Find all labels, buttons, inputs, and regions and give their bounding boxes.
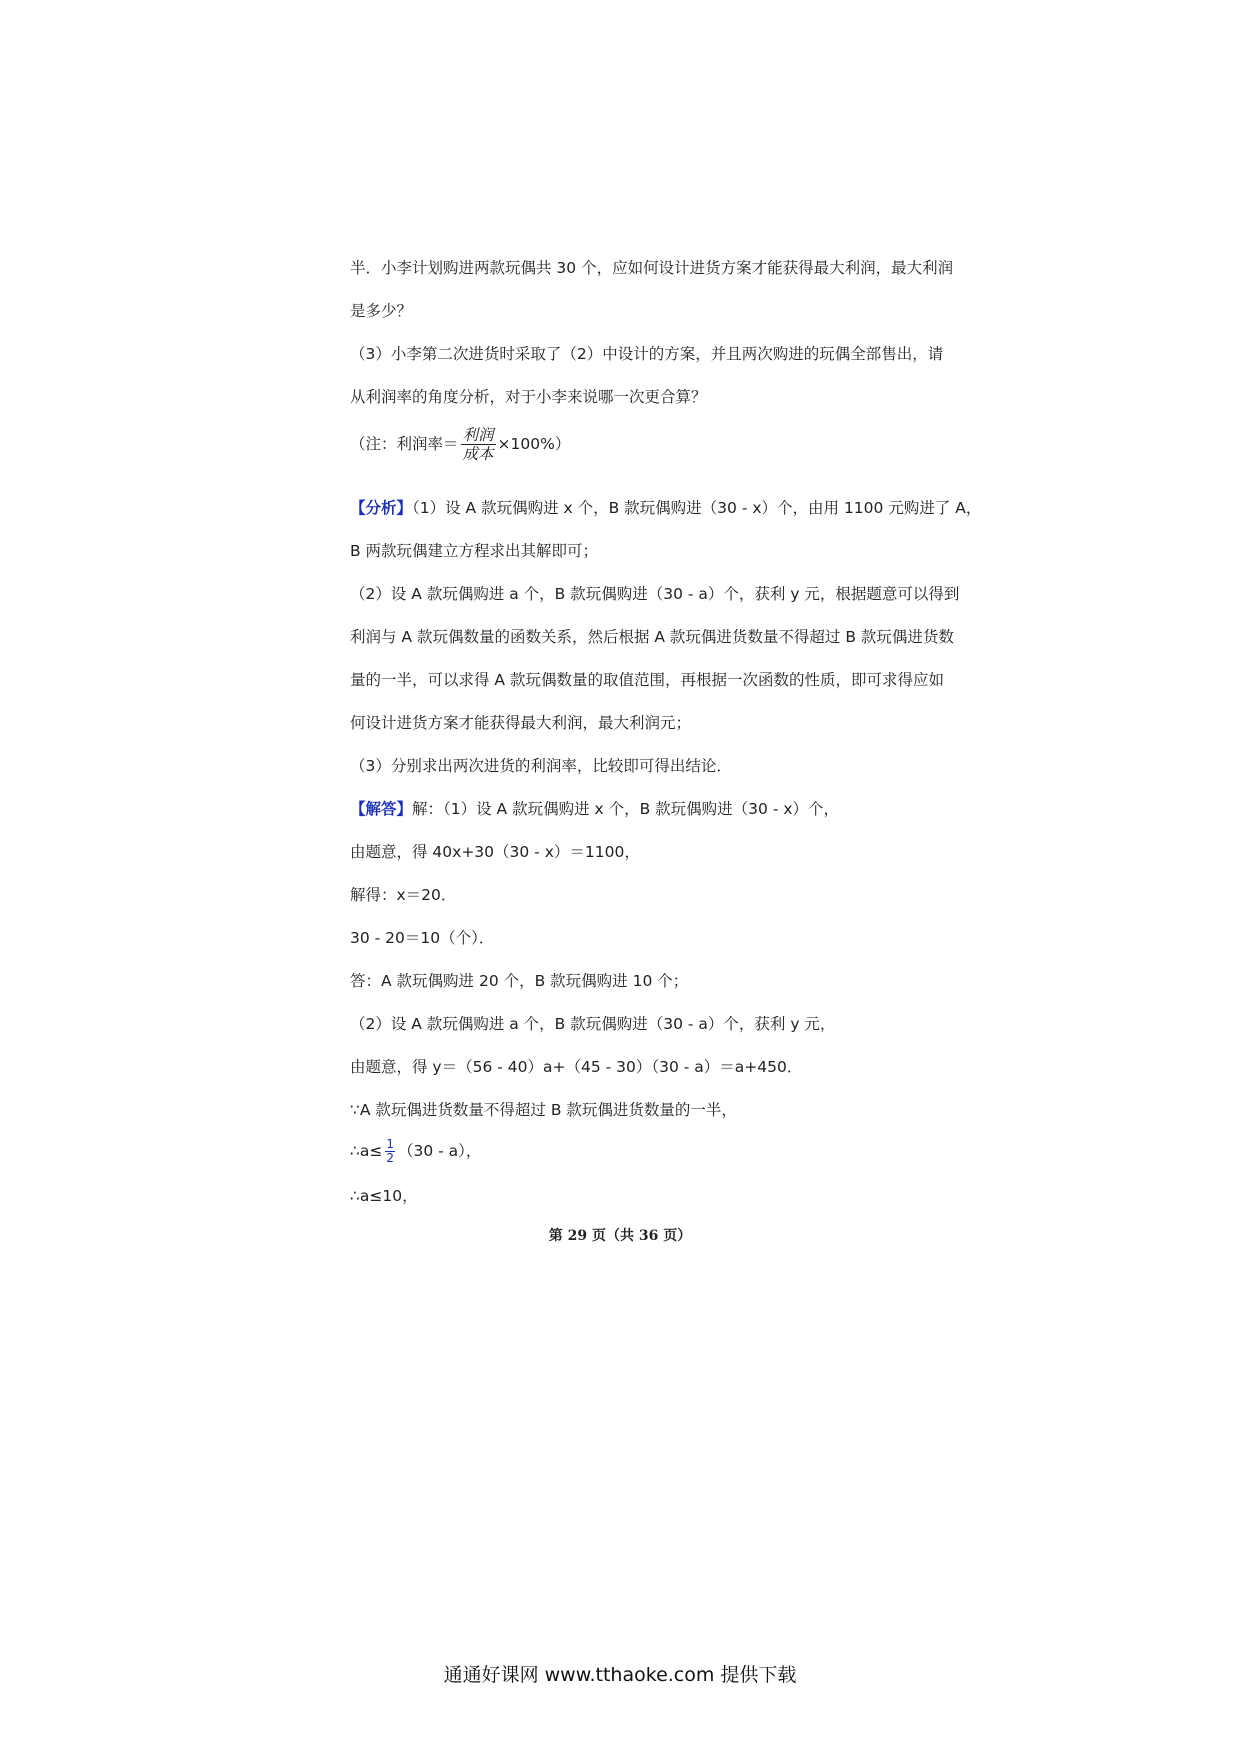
text-line: B 两款玩偶建立方程求出其解即可； xyxy=(350,542,599,560)
text-line: 半．小李计划购进两款玩偶共 30 个，应如何设计进货方案才能获得最大利润，最大利润 xyxy=(350,259,954,277)
answer-tag: 【解答】 xyxy=(350,800,413,818)
text-line: 30 - 20＝10（个）． xyxy=(350,929,495,947)
text-line: （3）分别求出两次进货的利润率，比较即可得出结论． xyxy=(350,757,732,775)
inequality-line xyxy=(350,1138,481,1165)
page-number: 第 29 页（共 36 页） xyxy=(548,1228,692,1244)
text-line: （2）设 A 款玩偶购进 a 个，B 款玩偶购进（30 - a）个，获利 y 元，根据题意可以得到 xyxy=(350,585,960,603)
inequality-prefix: ∴a≤ xyxy=(350,1142,383,1160)
footer-watermark: 通通好课网 www.tthaoke.com 提供下载 xyxy=(443,1664,797,1686)
half-fraction xyxy=(385,1138,395,1165)
fraction-numerator: 利润 xyxy=(462,426,494,444)
text-line: 利润与 A 款玩偶数量的函数关系，然后根据 A 款玩偶进货数量不得超过 B 款玩偶进货数 xyxy=(350,628,954,646)
fraction xyxy=(461,426,496,463)
note-suffix: ×100%） xyxy=(497,435,571,453)
note-prefix: （注：利润率＝ xyxy=(350,435,459,453)
fraction-denominator: 成本 xyxy=(462,445,494,463)
text-line: ∴a≤10， xyxy=(350,1187,418,1205)
text-line: ∵A 款玩偶进货数量不得超过 B 款玩偶进货数量的一半， xyxy=(350,1101,737,1119)
text-line: 由题意，得 y＝（56 - 40）a+（45 - 30）（30 - a）＝a+450． xyxy=(350,1058,803,1076)
fraction-numerator: 1 xyxy=(386,1137,394,1151)
text-line: 量的一半，可以求得 A 款玩偶数量的取值范围，再根据一次函数的性质，即可求得应如 xyxy=(350,671,944,689)
analysis-line xyxy=(350,498,981,518)
answer-text: 解：（1）设 A 款玩偶购进 x 个，B 款玩偶购进（30 - x）个， xyxy=(412,800,840,818)
fraction-denominator: 2 xyxy=(386,1151,394,1165)
analysis-tag: 【分析】 xyxy=(350,499,413,517)
text-line: 从利润率的角度分析，对于小李来说哪一次更合算？ xyxy=(350,388,707,406)
text-line: 解得：x＝20． xyxy=(350,886,457,904)
text-line: 是多少？ xyxy=(350,302,413,320)
inequality-suffix: （30 - a）， xyxy=(398,1142,482,1160)
text-line: 由题意，得 40x+30（30 - x）＝1100， xyxy=(350,843,640,861)
note-formula xyxy=(350,426,570,463)
text-line: （2）设 A 款玩偶购进 a 个，B 款玩偶购进（30 - a）个，获利 y 元， xyxy=(350,1015,836,1033)
text-line: 何设计进货方案才能获得最大利润，最大利润元； xyxy=(350,714,692,732)
answer-line xyxy=(350,799,839,819)
question-3-line: （3）小李第二次进货时采取了（2）中设计的方案，并且两次购进的玩偶全部售出，请 xyxy=(350,345,944,363)
text-line: 答：A 款玩偶购进 20 个，B 款玩偶购进 10 个； xyxy=(350,972,689,990)
analysis-text: （1）设 A 款玩偶购进 x 个，B 款玩偶购进（30 - x）个，由用 1100 元购进了 A， xyxy=(412,499,982,517)
